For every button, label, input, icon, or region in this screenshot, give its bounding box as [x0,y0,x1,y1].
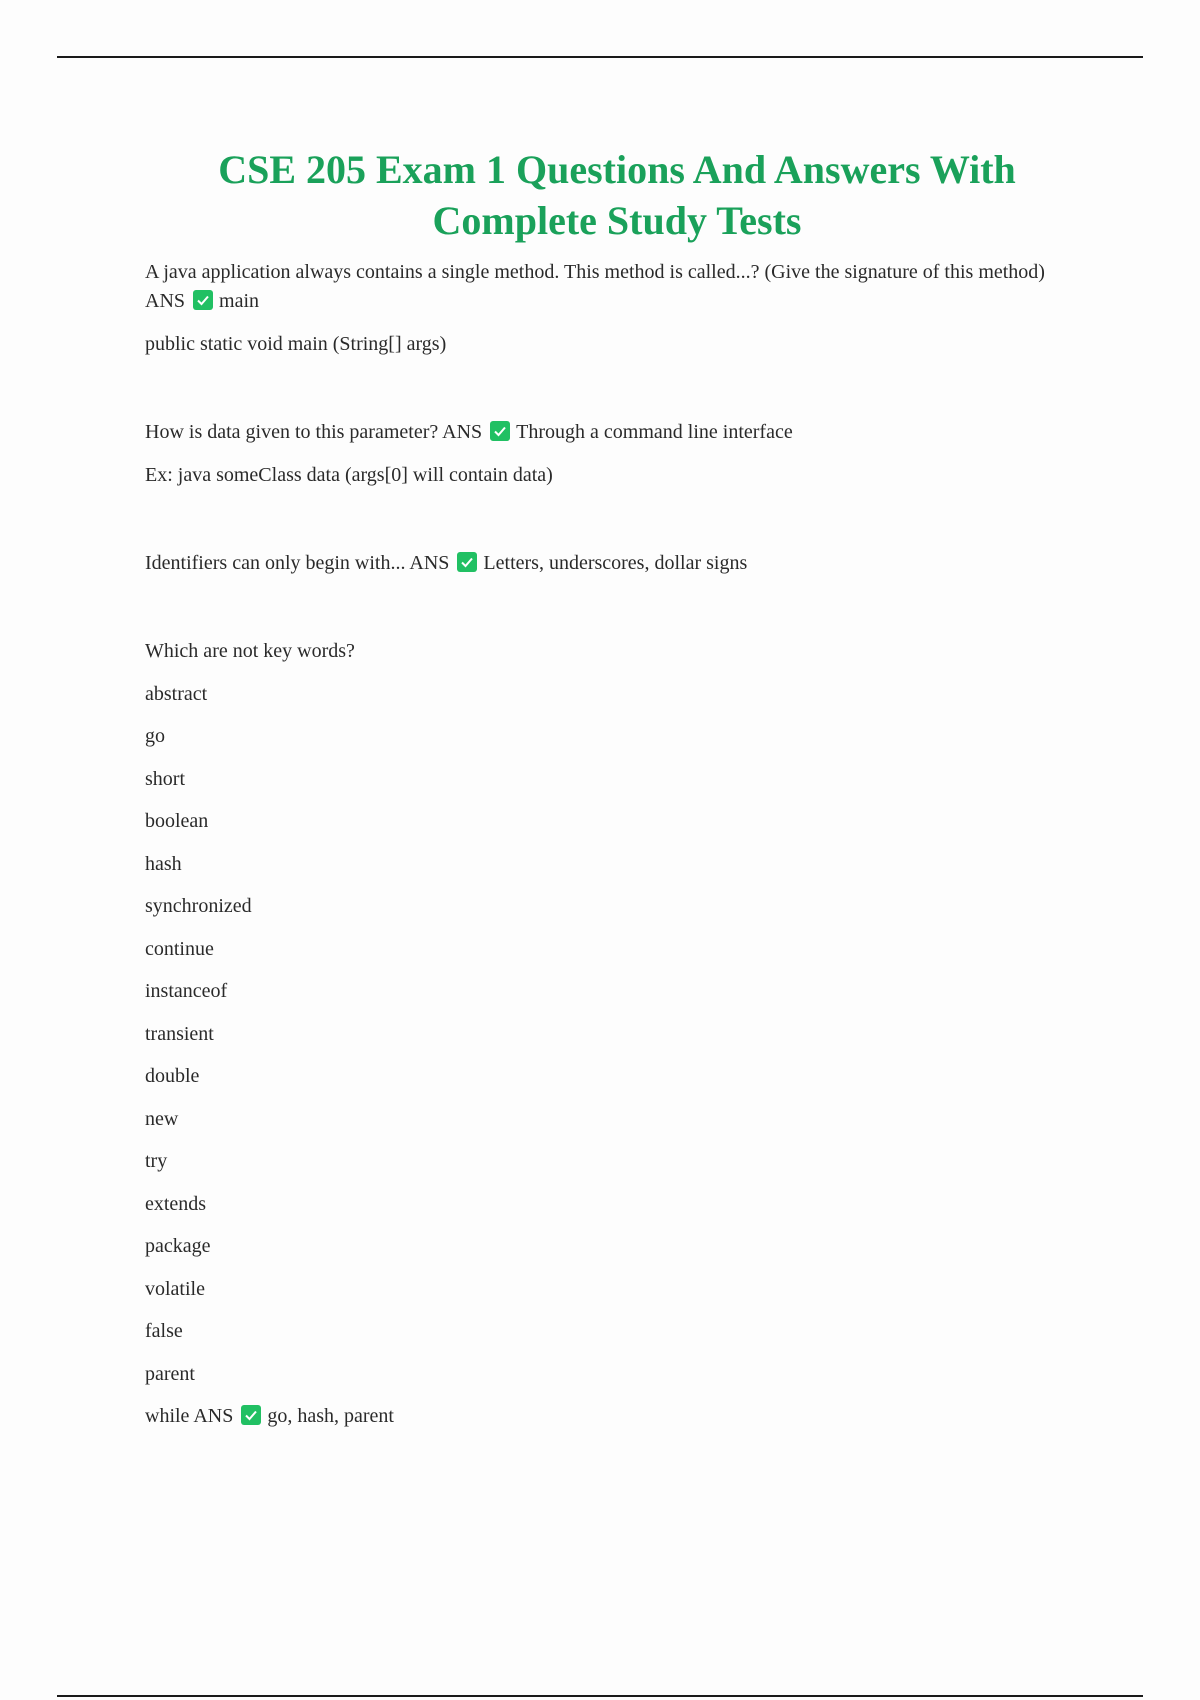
question-3 [145,549,1045,578]
ans-label: ANS [145,290,186,312]
keyword-item: while [145,1405,190,1427]
ans-label: ANS [442,421,483,443]
keyword-item: synchronized [145,895,252,917]
keyword-item: instanceof [145,980,228,1002]
final-answer-line [145,1402,1045,1431]
keyword-item: volatile [145,1277,205,1300]
bottom-rule [57,1695,1143,1697]
answer-note: public static void main (String[] args) [145,333,447,355]
keyword-item: short [145,767,185,790]
keyword-item: false [145,1320,183,1342]
question-text: A java application always contains a single method. This method is called...? (Give the signature of this method) [145,261,1045,283]
top-rule [57,56,1143,58]
answer-note: Ex: java someClass data (args[0] will contain data) [145,464,553,486]
keyword-item: continue [145,937,214,960]
keyword-item: parent [145,1362,195,1385]
keyword-item: new [145,1107,179,1130]
keyword-item: abstract [145,682,208,705]
check-icon [193,290,213,310]
question-text: Identifiers can only begin with... [145,552,406,574]
answer-text: main [219,290,260,312]
keyword-item: try [145,1150,168,1172]
answer-text: Through a command line interface [516,421,793,443]
check-icon [457,552,477,572]
keyword-item: go [145,725,165,747]
keyword-item: boolean [145,810,209,832]
question-text: How is data given to this parameter? [145,421,439,443]
ans-label: ANS [193,1405,234,1427]
check-icon [490,421,510,441]
document-title: CSE 205 Exam 1 Questions And Answers With Complete Study Tests [218,147,1016,243]
keyword-item: transient [145,1022,214,1045]
keyword-item: double [145,1065,200,1087]
keyword-item: extends [145,1192,207,1215]
ans-label: ANS [409,552,450,574]
keyword-item: package [145,1235,211,1257]
question-1 [145,258,1045,316]
question-2 [145,418,1045,447]
question-4: Which are not key words? [145,640,355,662]
answer-text: Letters, underscores, dollar signs [483,552,748,574]
answer-text: go, hash, parent [267,1405,394,1427]
check-icon [241,1405,261,1425]
keyword-item: hash [145,852,182,875]
document-body [145,258,1045,1431]
